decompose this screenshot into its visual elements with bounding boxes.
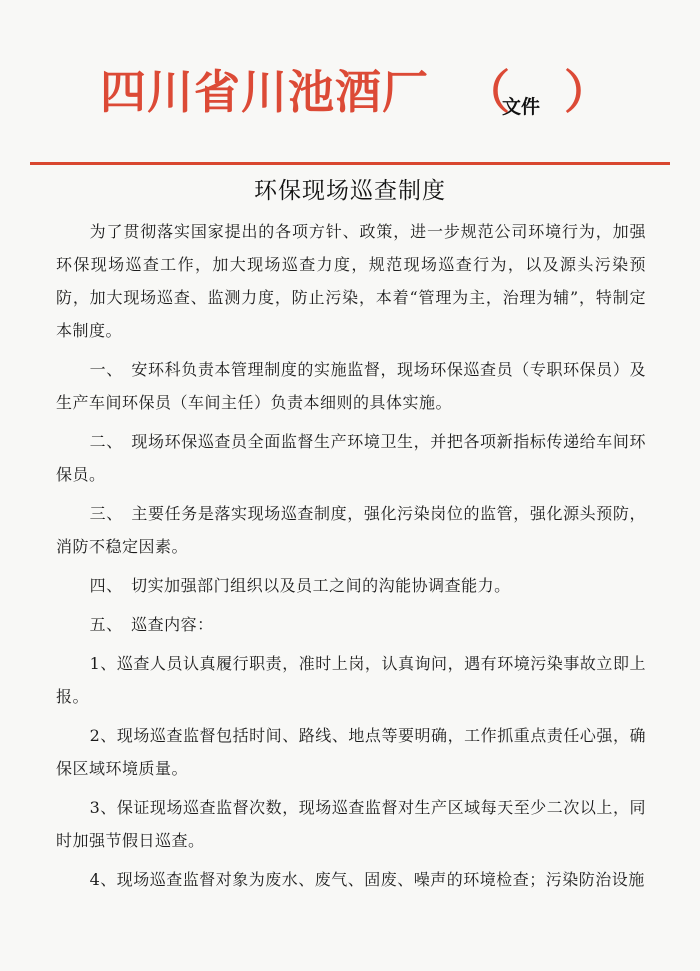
document-body <box>56 215 646 902</box>
clause-1: 一、 安环科负责本管理制度的实施监督，现场环保巡查员（专职环保员）及生产车间环保员（车间主任）负责本细则的具体实施。 <box>56 360 646 412</box>
inspection-item-2: 2、现场巡查监督包括时间、路线、地点等要明确，工作抓重点责任心强，确保区域环境质量。 <box>56 726 646 778</box>
doc-type-paren-close: ） <box>564 65 610 119</box>
clause-4: 四、 切实加强部门组织以及员工之间的沟能协调查能力。 <box>89 576 511 595</box>
doc-type-label: 文件 <box>502 96 541 118</box>
clause-5: 五、 巡查内容： <box>89 615 214 634</box>
document-title: 环保现场巡查制度 <box>254 178 446 204</box>
clause-3: 三、 主要任务是落实现场巡查制度，强化污染岗位的监管，强化源头预防，消防不稳定因素。 <box>56 504 646 556</box>
header-divider <box>30 162 670 165</box>
doc-type-paren-open: （ <box>464 65 510 119</box>
clause-2: 二、 现场环保巡查员全面监督生产环境卫生，并把各项新指标传递给车间环保员。 <box>56 432 646 484</box>
inspection-item-1: 1、巡查人员认真履行职责，准时上岗，认真询问，遇有环境污染事故立即上报。 <box>56 654 646 706</box>
org-name: 四川省川池酒厂 <box>100 65 429 119</box>
inspection-item-4: 4、现场巡查监督对象为废水、废气、固废、噪声的环境检查；污染防治设施 <box>89 870 645 889</box>
intro-paragraph: 为了贯彻落实国家提出的各项方针、政策，进一步规范公司环境行为，加强环保现场巡查工作，加大现场巡查力度，规范现场巡查行为，以及源头污染预防，加大现场巡查、监测力度，防止污染，本着“管理为主，治理为辅”，特制定本制度。 <box>56 222 646 340</box>
inspection-item-3: 3、保证现场巡查监督次数，现场巡查监督对生产区域每天至少二次以上，同时加强节假日巡查。 <box>56 798 646 850</box>
